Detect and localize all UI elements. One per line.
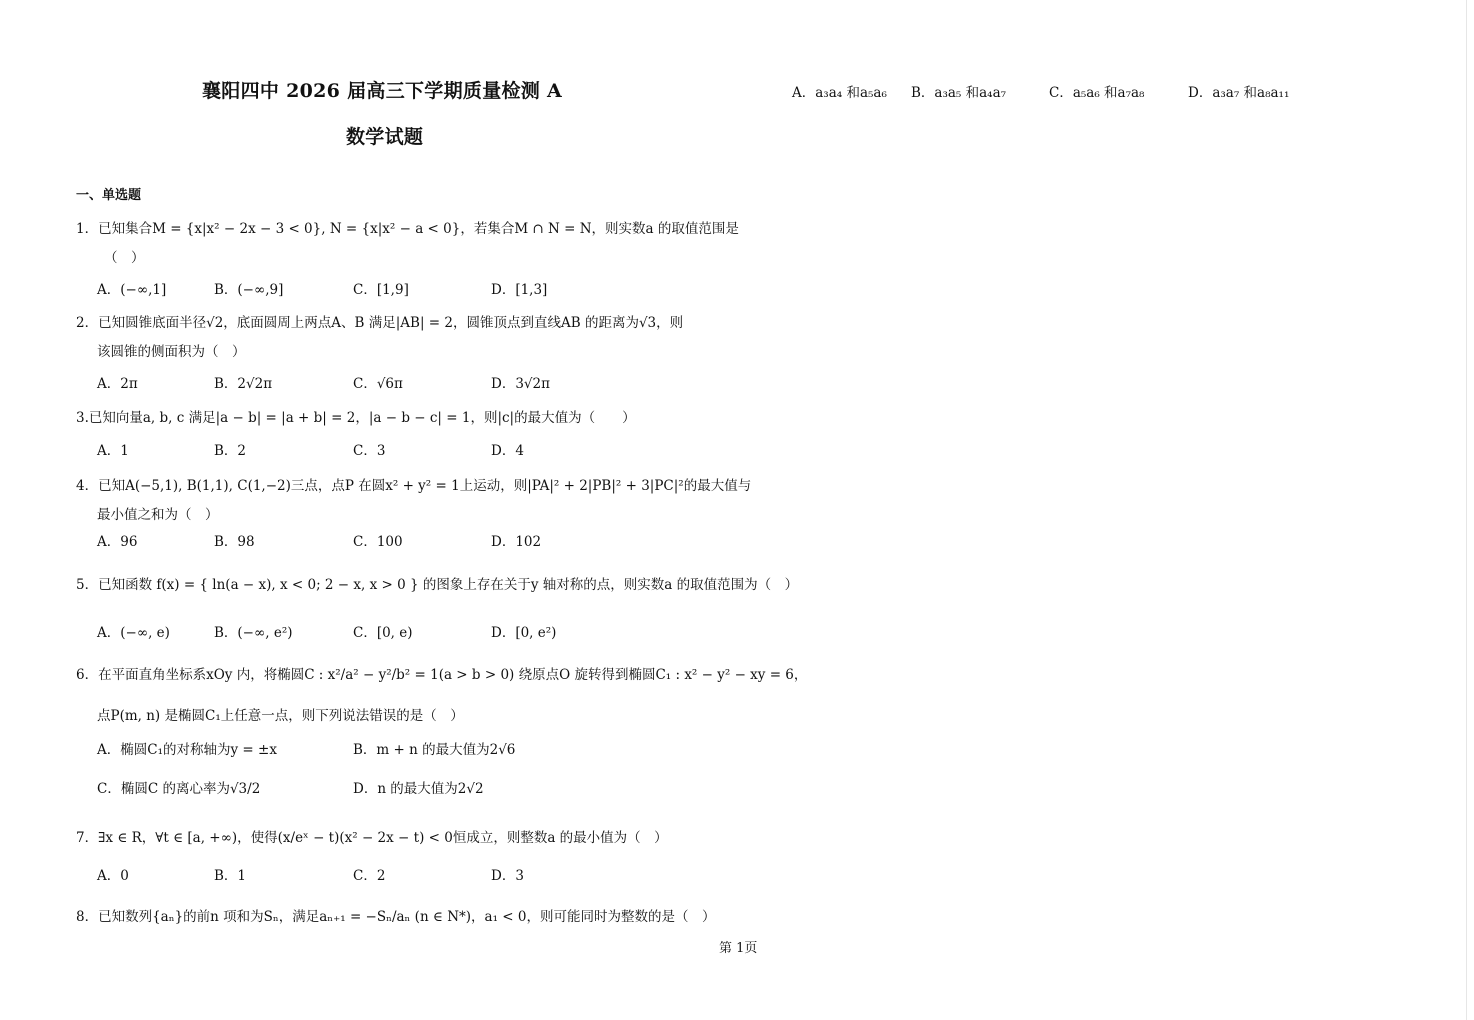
- question-4-option-c: C．100: [353, 534, 403, 550]
- question-7-option-c: C．2: [353, 868, 386, 884]
- question-5-option-c: C．[0, e): [353, 625, 413, 641]
- question-1-option-b: B．(−∞,9]: [214, 282, 284, 298]
- question-6-option-d: D．n 的最大值为2√2: [353, 781, 484, 797]
- question-6-line-2: 点P(m, n) 是椭圆C₁上任意一点，则下列说法错误的是（ ）: [97, 708, 464, 724]
- question-6-option-a: A．椭圆C₁的对称轴为y = ±x: [97, 742, 277, 758]
- question-7-line-1: 7．∃x ∈ R，∀t ∈ [a, +∞)，使得(x/eˣ − t)(x² − 2x − t) < 0恒成立，则整数a 的最小值为（ ）: [76, 830, 668, 846]
- question-7-option-d: D．3: [491, 868, 524, 884]
- question-5-option-d: D．[0, e²): [491, 625, 557, 641]
- question-8-option-d: D．a₃a₇ 和a₈a₁₁: [1188, 85, 1290, 101]
- question-2-option-b: B．2√2π: [214, 376, 273, 392]
- question-4-option-d: D．102: [491, 534, 542, 550]
- question-5-option-b: B．(−∞, e²): [214, 625, 293, 641]
- question-8-option-c: C．a₅a₆ 和a₇a₈: [1049, 85, 1145, 101]
- question-8-line-1: 8．已知数列{aₙ}的前n 项和为Sₙ，满足aₙ₊₁ = −Sₙ/aₙ (n ∈ N*)，a₁ < 0，则可能同时为整数的是（ ）: [76, 909, 716, 925]
- question-8-option-a: A．a₃a₄ 和a₅a₆: [792, 85, 887, 101]
- question-7-option-a: A．0: [97, 868, 129, 884]
- question-3-option-a: A．1: [97, 443, 129, 459]
- question-3-option-d: D．4: [491, 443, 524, 459]
- question-2-option-c: C．√6π: [353, 376, 403, 392]
- question-5-option-a: A．(−∞, e): [97, 625, 170, 641]
- question-1-option-d: D．[1,3]: [491, 282, 548, 298]
- page-edge: [1466, 0, 1467, 1020]
- question-2-line-2: 该圆锥的侧面积为（ ）: [97, 344, 246, 360]
- question-2-option-d: D．3√2π: [491, 376, 550, 392]
- question-1-option-c: C．[1,9]: [353, 282, 409, 298]
- question-1-line-2: （ ）: [104, 250, 145, 266]
- question-3-option-c: C．3: [353, 443, 386, 459]
- question-2-line-1: 2．已知圆锥底面半径√2，底面圆周上两点A、B 满足|AB| = 2，圆锥顶点到直线AB 的距离为√3，则: [76, 315, 684, 331]
- question-4-line-2: 最小值之和为（ ）: [97, 507, 219, 523]
- exam-subtitle: 数学试题: [346, 126, 424, 148]
- page-number: 第 1页: [719, 941, 758, 956]
- question-3-line-1: 3.已知向量a, b, c 满足|a − b| = |a + b| = 2，|a − b − c| = 1，则|c|的最大值为（ ）: [76, 410, 636, 426]
- question-6-line-1: 6．在平面直角坐标系xOy 内，将椭圆C : x²/a² − y²/b² = 1(a > b > 0) 绕原点O 旋转得到椭圆C₁ : x² − y² − xy = 6，: [76, 667, 808, 683]
- section-heading: 一、单选题: [76, 188, 142, 203]
- question-8-option-b: B．a₃a₅ 和a₄a₇: [911, 85, 1007, 101]
- exam-title: 襄阳四中 2026 届高三下学期质量检测 A: [202, 80, 563, 102]
- question-1-line-1: 1．已知集合M = {x|x² − 2x − 3 < 0}, N = {x|x² − a < 0}，若集合M ∩ N = N，则实数a 的取值范围是: [76, 221, 739, 237]
- question-6-option-b: B．m + n 的最大值为2√6: [353, 742, 516, 758]
- question-2-option-a: A．2π: [97, 376, 138, 392]
- question-3-option-b: B．2: [214, 443, 247, 459]
- question-4-line-1: 4．已知A(−5,1), B(1,1), C(1,−2)三点，点P 在圆x² + y² = 1上运动，则|PA|² + 2|PB|² + 3|PC|²的最大值与: [76, 478, 752, 494]
- question-6-option-c: C．椭圆C 的离心率为√3/2: [97, 781, 261, 797]
- question-4-option-a: A．96: [97, 534, 138, 550]
- question-4-option-b: B．98: [214, 534, 255, 550]
- question-5-line-1: 5．已知函数 f(x) = { ln(a − x), x < 0; 2 − x, x > 0 } 的图象上存在关于y 轴对称的点，则实数a 的取值范围为（ ）: [76, 577, 799, 593]
- question-1-option-a: A．(−∞,1]: [97, 282, 167, 298]
- question-7-option-b: B．1: [214, 868, 247, 884]
